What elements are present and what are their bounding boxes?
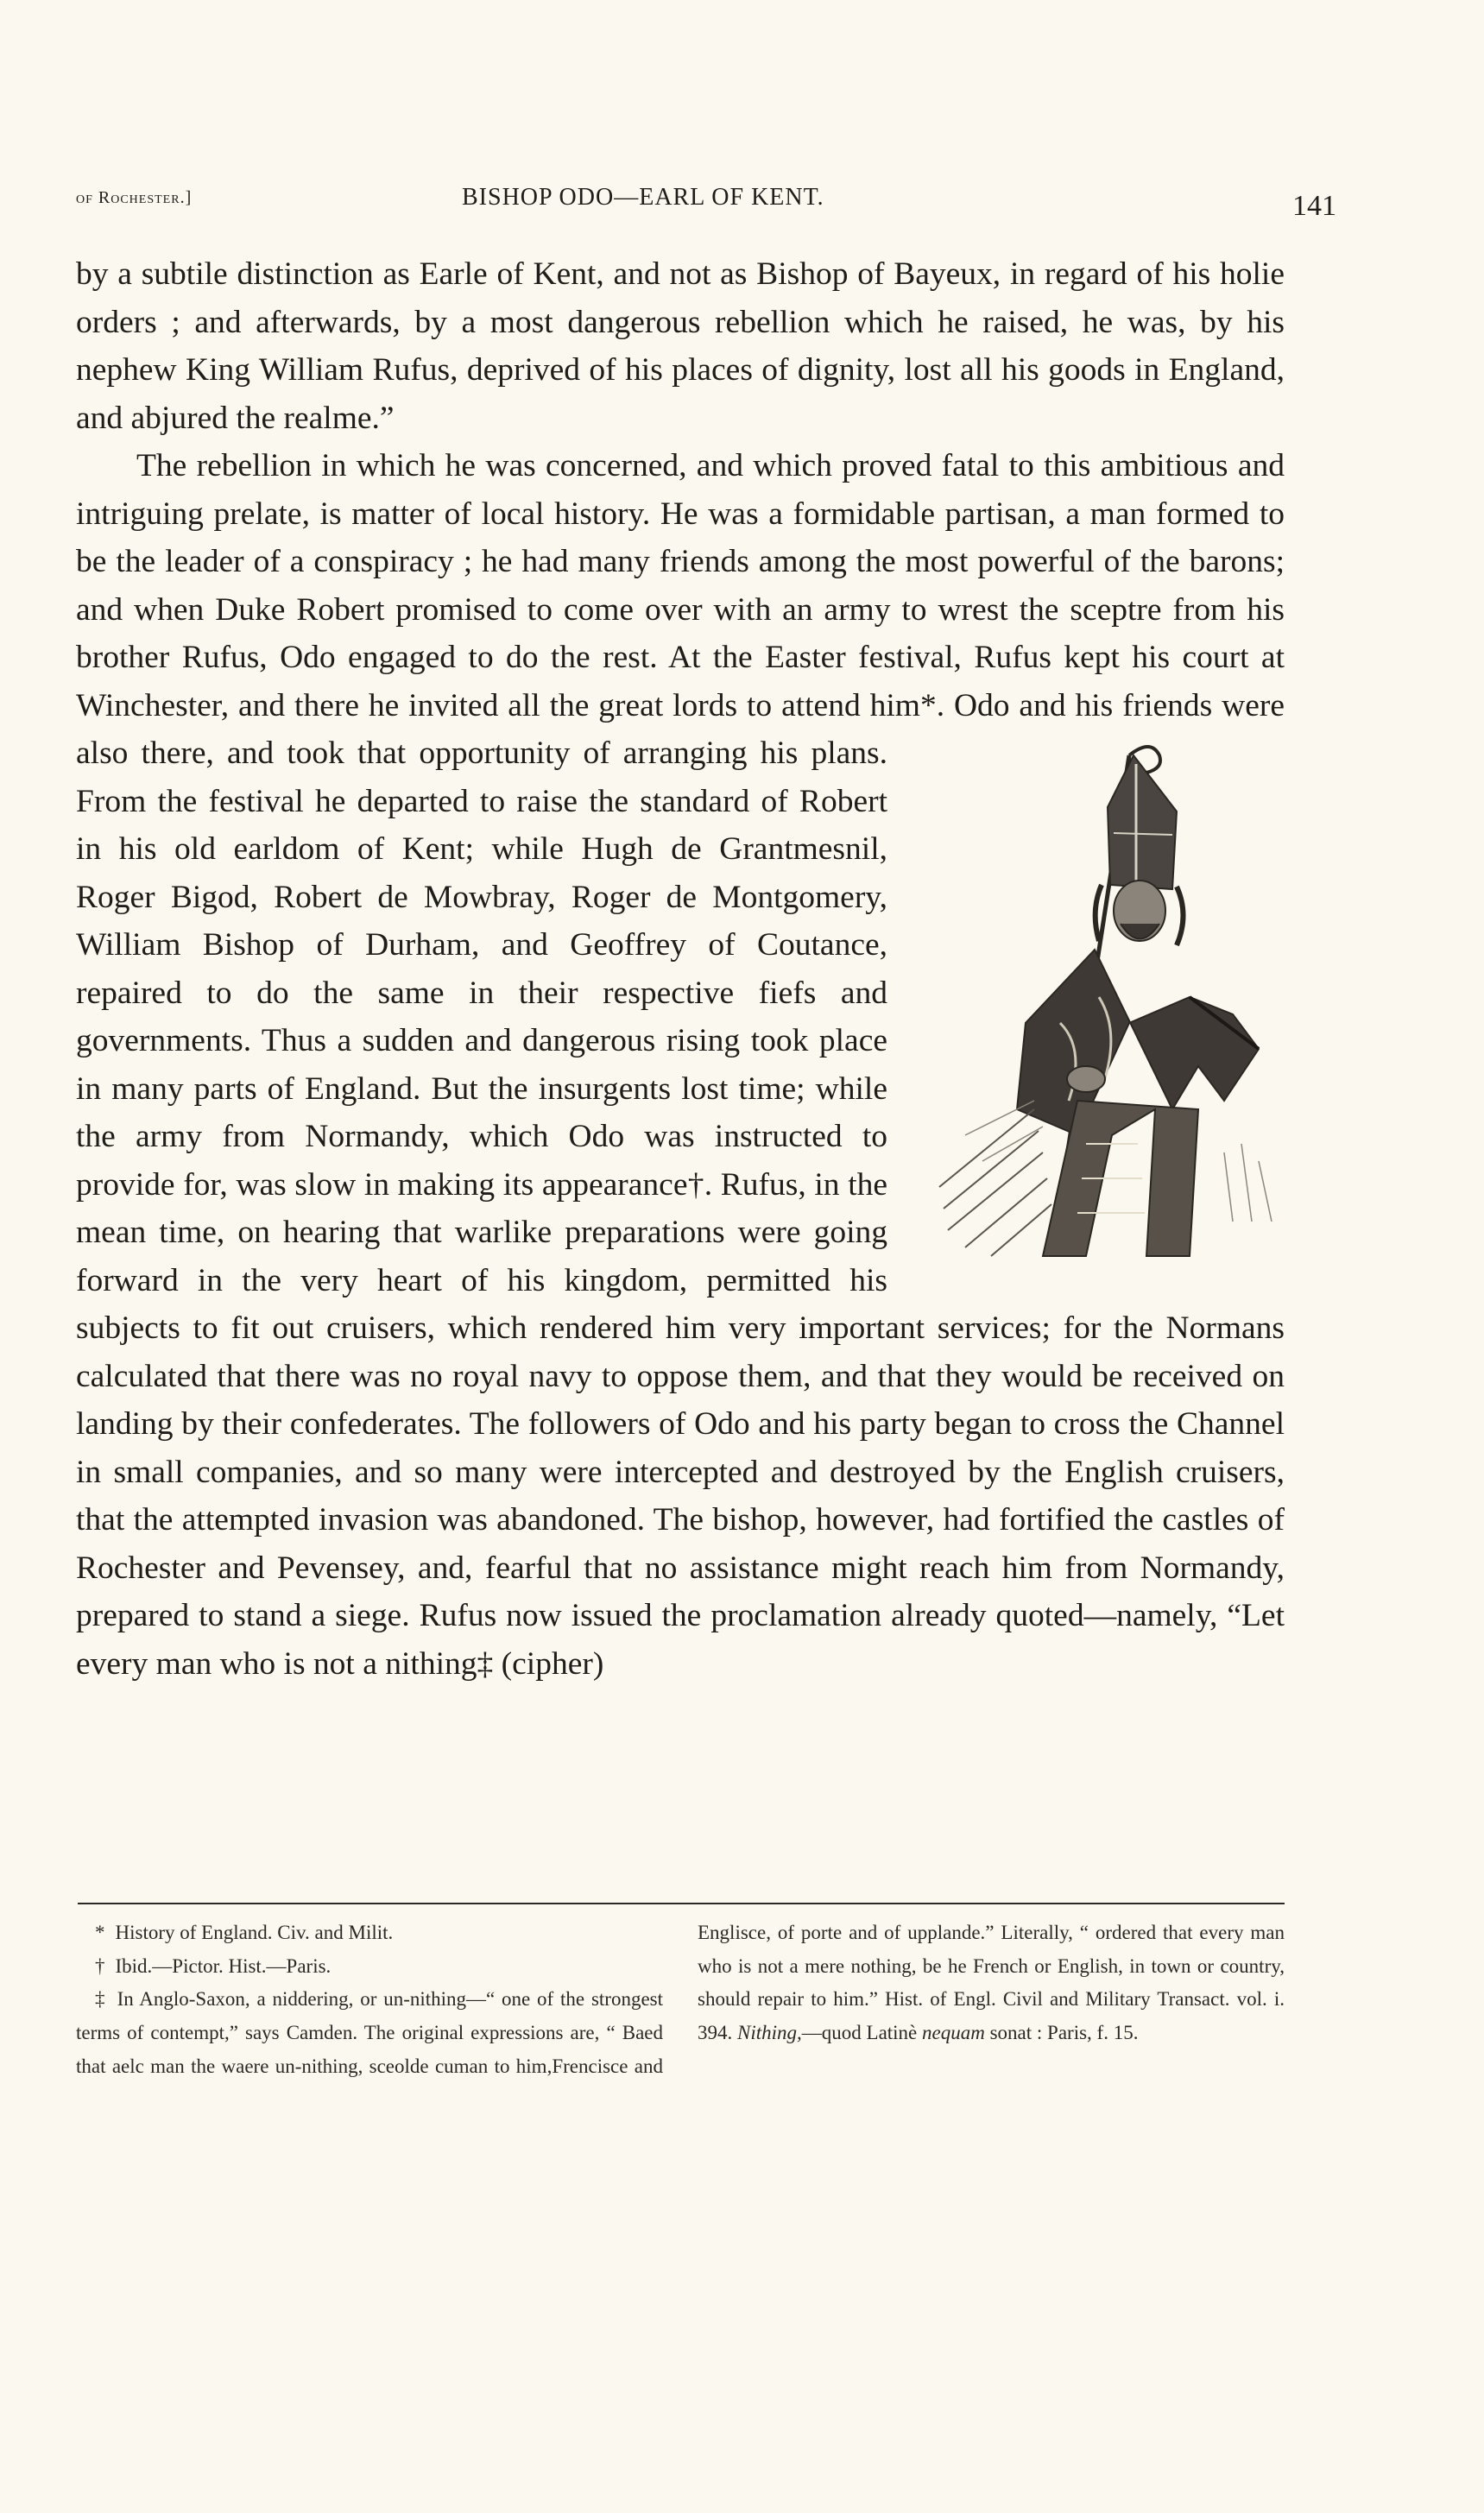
running-head-title: BISHOP ODO—EARL OF KENT. xyxy=(462,184,824,211)
paragraph-2 xyxy=(76,442,1285,1688)
footnote-3-mark: ‡ xyxy=(95,1988,107,2011)
footnote-3-text: In Anglo-Saxon, a niddering, or un-nithing—“ one of the strongest terms of contempt,” says Camden. The original expressions are, “ Baed that aelc man the waere un-nithing, sceolde cuman to him,Frencisce and Englisce, of porte and of upplande.” Literally, “ ordered that every man who is not a mere nothing, be he French or English, in town or country, should repair to him.” Hist. of Engl. Civil and Military Transact. vol. i. 394. xyxy=(76,1922,1285,2077)
paragraph-2-text-d: (cipher) xyxy=(493,1645,604,1682)
paragraph-1 xyxy=(76,250,1285,442)
footnote-3-text-3: sonat : Paris, f. 15. xyxy=(984,2022,1139,2044)
paragraph-2-text-a: The rebellion in which he was concerned, and which proved fatal to this ambitious and intriguing prelate, is matter of local history. He was a formidable partisan, a man formed to be the leader of a conspiracy ; he had many friends among the most powerful of the barons; and when Duke Robert promised to come over with an army to wrest the sceptre from his brother Rufus, Odo engaged to do the rest. At the Easter festival, Rufus kept his court at Winchester, and there he invited all the great lords to attend him xyxy=(76,448,1285,723)
running-head-left: of Rochester.] xyxy=(76,188,193,207)
bishop-odo-engraving xyxy=(913,738,1285,1265)
footnote-3-text-2: —quod Latinè xyxy=(801,2022,923,2044)
page-header xyxy=(76,181,1336,222)
footnote-1-mark: * xyxy=(95,1922,105,1943)
footnote-divider xyxy=(78,1903,1285,1904)
footnote-3-italic-nequam: nequam xyxy=(922,2022,985,2044)
footnote-2-text: Ibid.—Pictor. Hist.—Paris. xyxy=(115,1954,332,1977)
bishop-figure-icon xyxy=(913,738,1285,1265)
footnote-ref-star: * xyxy=(919,687,937,723)
paragraph-2-text-c: . Rufus, in the mean time, on hearing that warlike preparations were going forward in the very heart of his kingdom, permitted his subjects to fit out cruisers, which rendered him very important services; for the Normans calculated that there was no royal navy to oppose them, and that they would be received on landing by their confederates. The followers of Odo and his party began to cross the Channel in small companies, and so many were intercepted and destroyed by the English cruisers, that the attempted invasion was abandoned. The bishop, however, had fortified the castles of Rochester and Pevensey, and, fearful that no assistance might reach him from Normandy, prepared to stand a siege. Rufus now issued the proclamation already quoted—namely, “Let every man who is not a nithing xyxy=(76,1166,1285,1682)
footnote-1-text: History of England. Civ. and Milit. xyxy=(115,1922,394,1943)
footnote-2-mark: † xyxy=(95,1954,105,1977)
footnote-2 xyxy=(76,1950,663,1984)
footnote-3-italic-nithing: Nithing, xyxy=(737,2022,802,2044)
paragraph-1-text: by a subtile distinction as Earle of Kent, and not as Bishop of Bayeux, in regard of his holie orders ; and afterwards, by a most dangerous rebellion which he raised, he was, by his nephew King William Rufus, deprived of his places of dignity, lost all his goods in England, and abjured the realme.” xyxy=(76,256,1285,436)
footnotes xyxy=(76,1916,1285,2084)
footnote-ref-dagger: † xyxy=(687,1166,704,1203)
page-number: 141 xyxy=(1292,190,1336,222)
body-text xyxy=(76,250,1285,1688)
footnote-ref-double-dagger: ‡ xyxy=(477,1645,494,1682)
paragraph-2-text-b: . Odo and his friends were also there, and took that opportunity of arranging his plans. From the festival he departed to raise the standard of Robert in his old earldom of Kent; while Hugh de Grantmesnil, Roger Bigod, Robert de Mowbray, Roger de Montgomery, William Bishop of Durham, and Geoffrey of Coutance, repaired to do the same in their respective fiefs and governments. Thus a sudden and dangerous rising took place in many parts of England. But the insurgents lost time; while the army from Normandy, which Odo was instructed to provide for, was slow in making its appearance xyxy=(76,687,1285,1203)
footnote-1 xyxy=(76,1916,663,1950)
